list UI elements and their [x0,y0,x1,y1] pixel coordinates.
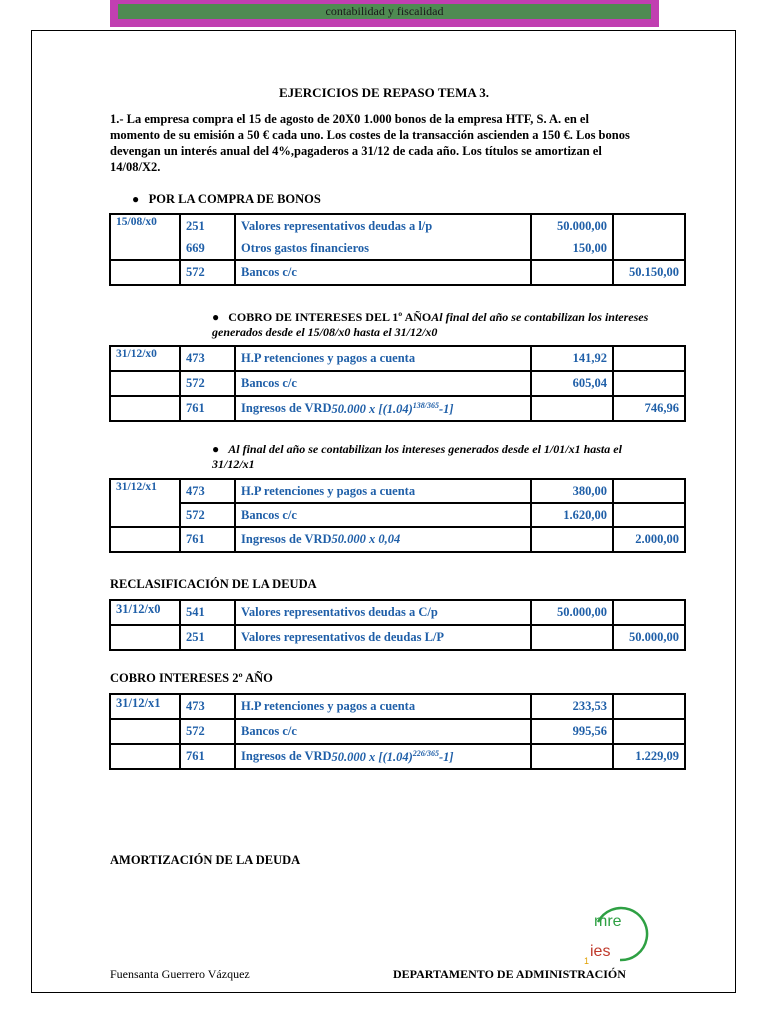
logo-graphic [580,900,660,970]
table-row [110,503,685,527]
section-compra [132,192,321,207]
journal-entry-cobro2 [109,693,686,770]
debit-amount: 995,56 [531,719,613,744]
account-name: Bancos c/c [235,719,531,744]
debit-amount: 1.620,00 [531,503,613,527]
header-subject: contabilidad y fiscalidad [118,4,651,19]
account-code: 572 [180,503,235,527]
credit-amount: 50.150,00 [613,260,685,285]
account-name: H.P retenciones y pagos a cuenta [235,694,531,719]
header-band [110,0,659,27]
section-cobro1-label: COBRO DE INTERESES DEL 1º AÑO [228,310,432,324]
page-number: 1 [584,956,590,966]
formula-end: -1] [439,749,454,764]
table-row [110,214,685,237]
credit-amount [613,600,685,625]
table-row [110,479,685,503]
account-name: H.P retenciones y pagos a cuenta [235,346,531,371]
account-name: Valores representativos deudas a l/p [235,214,531,237]
entry-date: 31/12/x1 [110,694,180,719]
formula-text: 50.000 x 0,04 [331,532,401,546]
entry-date: 15/08/x0 [110,214,180,260]
account-code: 251 [180,214,235,237]
debit-amount: 150,00 [531,237,613,260]
account-name: H.P retenciones y pagos a cuenta [235,479,531,503]
account-code: 473 [180,346,235,371]
debit-amount: 605,04 [531,371,613,396]
credit-amount [613,503,685,527]
section-cobro1b-note: Al final del año se contabilizan los intereses generados desde el 1/01/x1 hasta el 31/12/x1 [212,442,622,471]
account-code: 761 [180,396,235,421]
account-name: Bancos c/c [235,260,531,285]
exercise-statement: 1.- La empresa compra el 15 de agosto de 20X0 1.000 bonos de la empresa HTF, S. A. en el momento de su emisión a 50 € cada uno. Los costes de la transacción ascienden a 150 €. Los bonos devengan un interés anual del 4%,pagaderos a 31/12 de cada año. Los títulos se amortizan el 14/08/X2. [110,112,630,174]
entry-date [110,719,180,744]
account-name: Valores representativos deudas a C/p [235,600,531,625]
table-row [110,260,685,285]
formula-exponent: 138/365 [412,400,440,410]
entry-date [110,527,180,552]
account-code: 251 [180,625,235,650]
table-row [110,600,685,625]
bullet-icon: ● [212,310,220,324]
account-name-text: Ingresos de VRD [241,532,332,546]
debit-amount: 233,53 [531,694,613,719]
formula-end: -1] [439,401,454,416]
credit-amount [613,719,685,744]
credit-amount: 1.229,09 [613,744,685,769]
account-name [235,527,531,552]
account-code: 761 [180,744,235,769]
account-name: Valores representativos de deudas L/P [235,625,531,650]
logo-top-text: mre [594,913,622,930]
table-row [110,527,685,552]
entry-date: 31/12/x0 [110,346,180,371]
school-logo [580,900,660,970]
table-row [110,625,685,650]
account-code: 541 [180,600,235,625]
account-code: 572 [180,260,235,285]
formula-text: 50.000 x [(1.04) [331,401,413,416]
credit-amount: 50.000,00 [613,625,685,650]
account-code: 761 [180,527,235,552]
table-row [110,396,685,421]
footer-department: DEPARTAMENTO DE ADMINISTRACIÓN [393,967,626,981]
entry-date [110,371,180,396]
section-amortizacion: AMORTIZACIÓN DE LA DEUDA [110,853,301,867]
debit-amount: 50.000,00 [531,600,613,625]
table-row [110,694,685,719]
account-name: Otros gastos financieros [235,237,531,260]
debit-amount [531,527,613,552]
section-cobro1 [212,310,652,340]
footer-author: Fuensanta Guerrero Vázquez [110,967,250,981]
entry-date [110,625,180,650]
credit-amount [613,371,685,396]
bullet-icon: ● [212,442,220,456]
debit-amount [531,396,613,421]
journal-entry-cobro1b [109,478,686,553]
debit-amount: 380,00 [531,479,613,503]
section-cobro1-note: Al final del año se contabilizan los intereses generados desde el 15/08/x0 hasta el 31/12/x0 [212,310,649,339]
table-row [110,346,685,371]
account-name-text: Ingresos de VRD [241,401,332,416]
entry-date: 31/12/x1 [110,479,180,527]
entry-date [110,744,180,769]
section-reclasificacion: RECLASIFICACIÓN DE LA DEUDA [110,577,317,591]
table-row [110,719,685,744]
credit-amount: 746,96 [613,396,685,421]
journal-entry-cobro1 [109,345,686,422]
document-title: EJERCICIOS DE REPASO TEMA 3. [278,85,490,100]
journal-entry-reclasificacion [109,599,686,651]
entry-date [110,396,180,421]
section-cobro1b [212,442,657,472]
entry-date [110,260,180,285]
debit-amount [531,260,613,285]
section-cobro2: COBRO INTERESES 2º AÑO [110,671,273,685]
credit-amount [613,214,685,260]
table-row [110,744,685,769]
table-row [110,237,685,260]
credit-amount: 2.000,00 [613,527,685,552]
bullet-icon: ● [132,192,140,206]
account-name: Bancos c/c [235,503,531,527]
credit-amount [613,479,685,503]
account-name-text: Ingresos de VRD [241,749,332,764]
logo-bottom-text: ies [590,943,611,960]
debit-amount [531,744,613,769]
entry-date: 31/12/x0 [110,600,180,625]
formula-text: 50.000 x [(1.04) [331,749,413,764]
credit-amount [613,346,685,371]
account-code: 669 [180,237,235,260]
debit-amount: 141,92 [531,346,613,371]
account-code: 473 [180,694,235,719]
section-compra-label: POR LA COMPRA DE BONOS [148,192,321,206]
account-name: Bancos c/c [235,371,531,396]
account-code: 572 [180,719,235,744]
account-name [235,396,531,421]
account-code: 572 [180,371,235,396]
table-row [110,371,685,396]
debit-amount: 50.000,00 [531,214,613,237]
credit-amount [613,694,685,719]
formula-exponent: 226/365 [412,748,440,758]
journal-entry-compra [109,213,686,286]
account-name [235,744,531,769]
account-code: 473 [180,479,235,503]
debit-amount [531,625,613,650]
